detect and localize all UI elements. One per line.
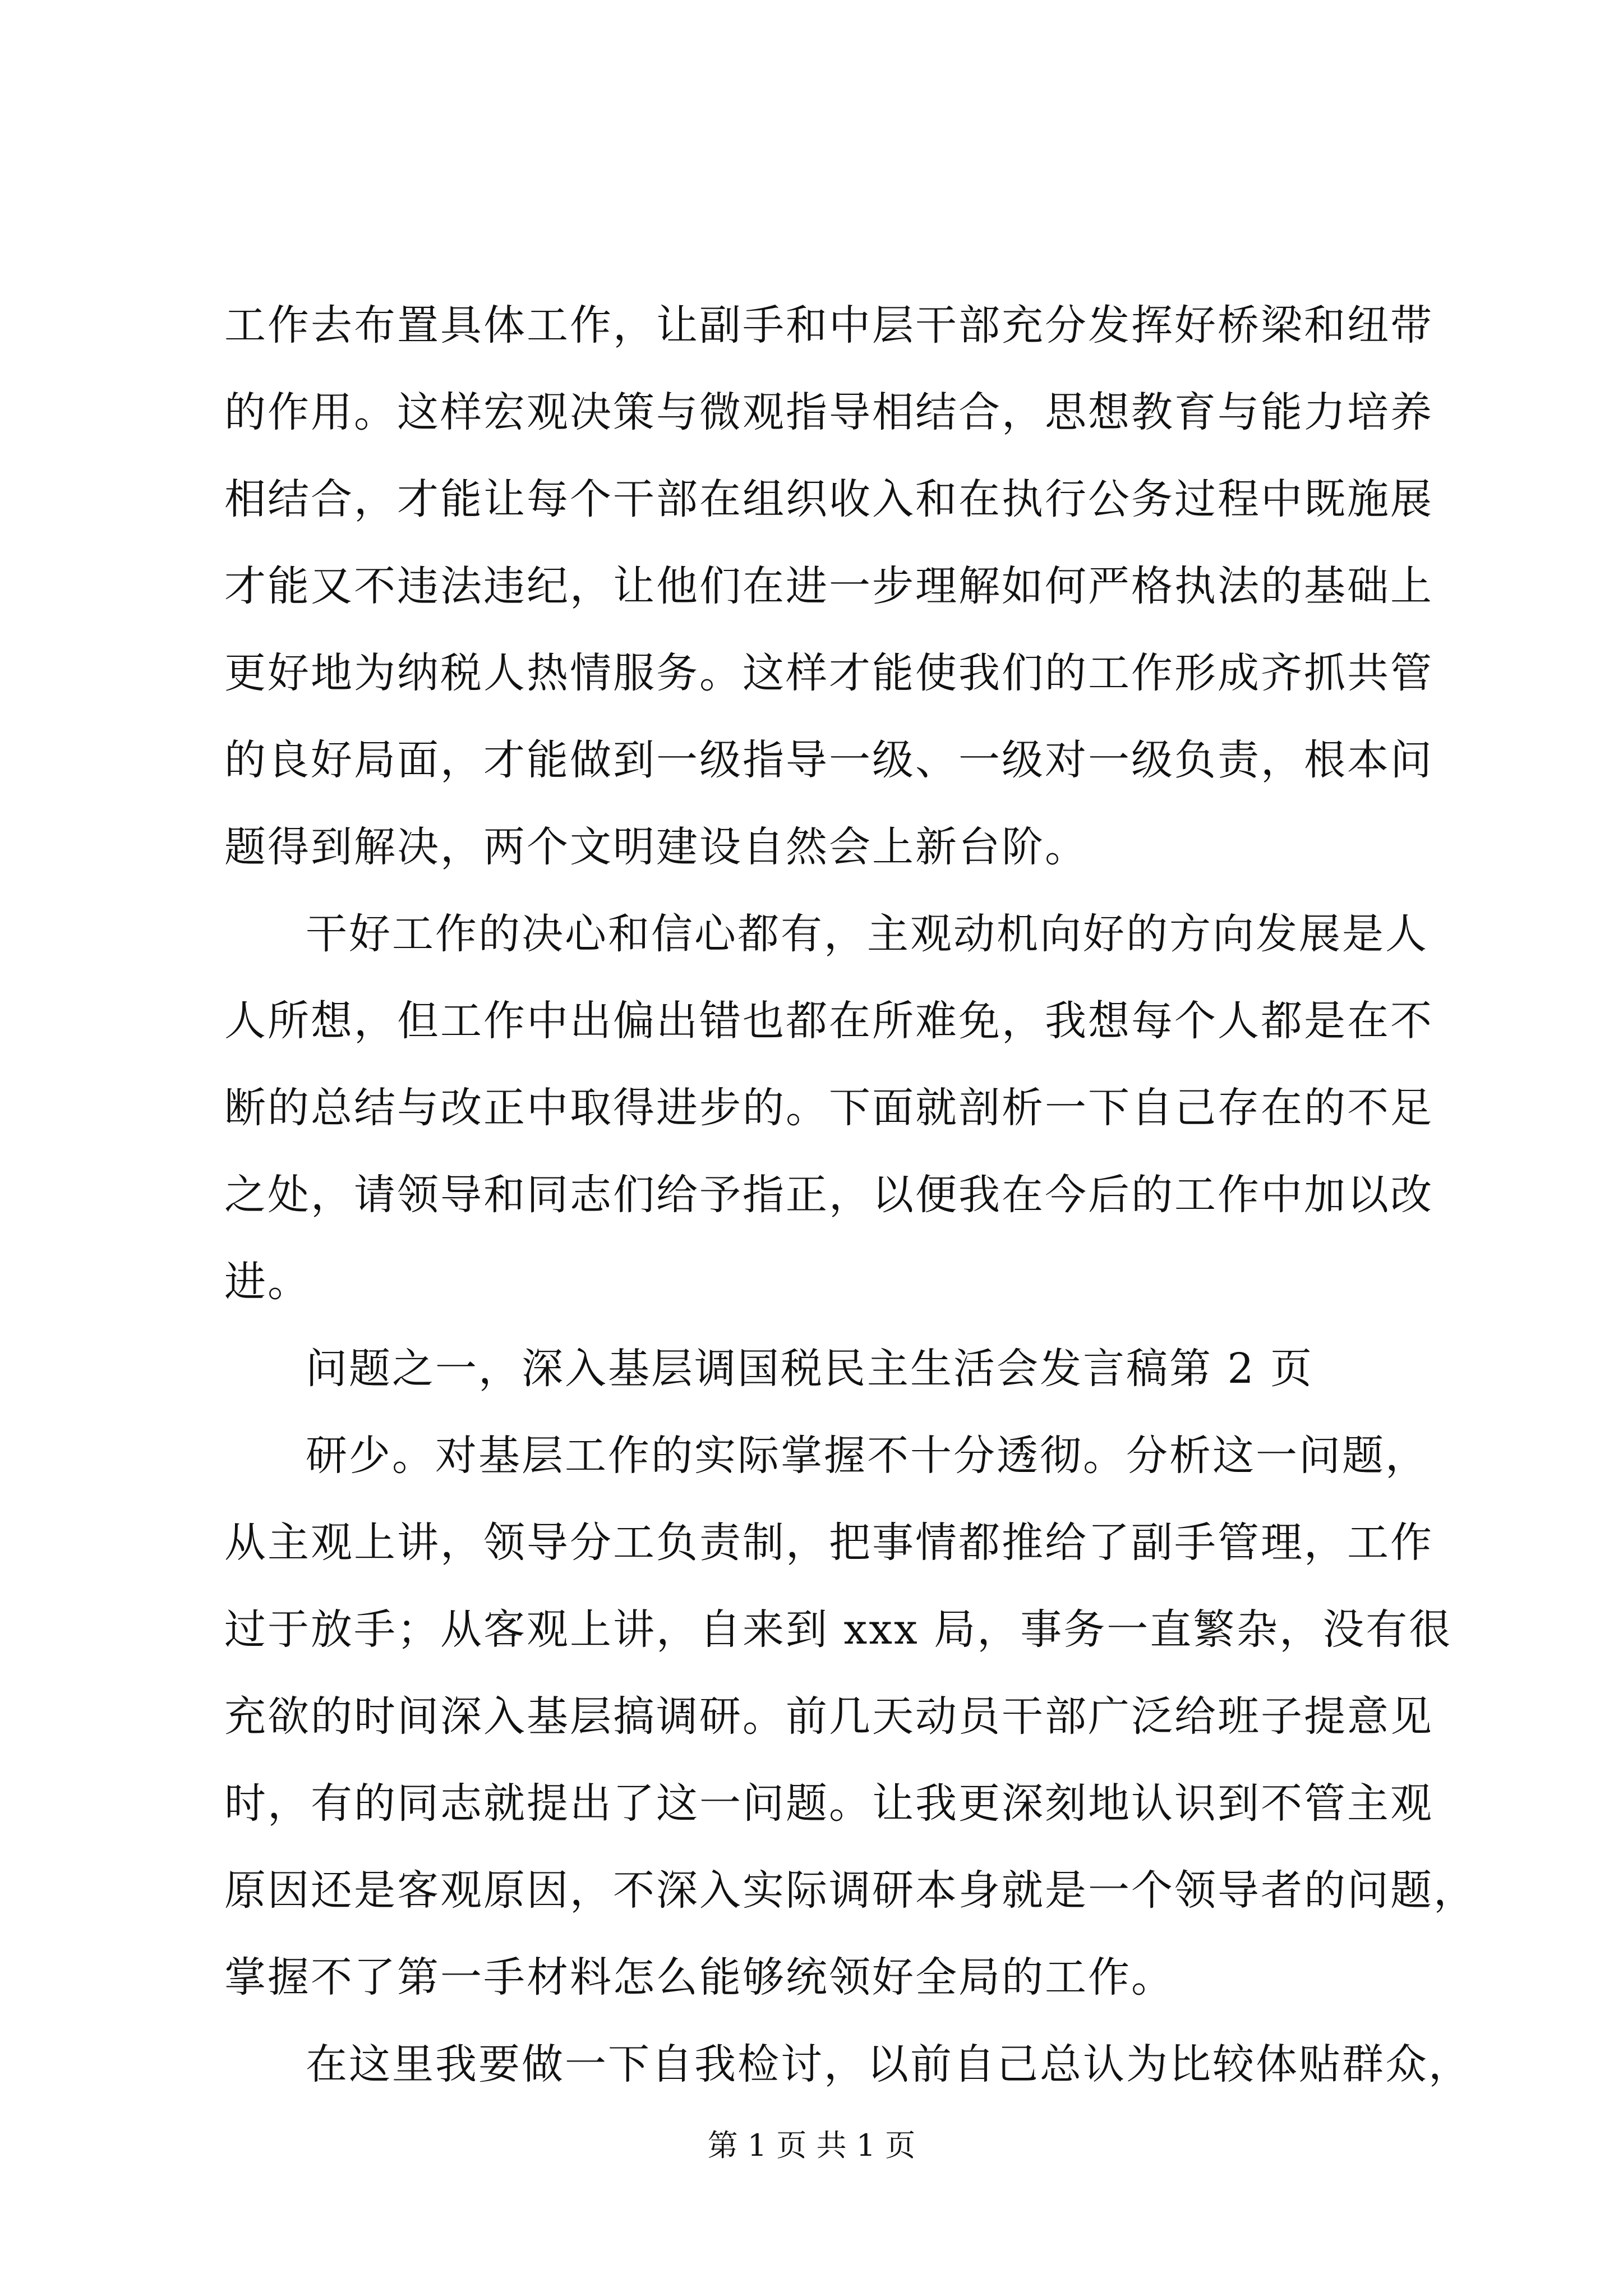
text-line: 工作去布置具体工作，让副手和中层干部充分发挥好桥梁和纽带	[224, 301, 1433, 349]
text-line: 题得到解决，两个文明建设自然会上新台阶。	[224, 823, 1088, 871]
text-line: 充欲的时间深入基层搞调研。前几天动员干部广泛给班子提意见	[224, 1692, 1433, 1741]
text-line: 的良好局面，才能做到一级指导一级、一级对一级负责，根本问	[224, 736, 1433, 784]
text-line: 进。	[224, 1258, 311, 1306]
text-line: 的作用。这样宏观决策与微观指导相结合，思想教育与能力培养	[224, 388, 1433, 436]
section-heading-line: 问题之一，深入基层调国税民主生活会发言稿第 2 页	[306, 1345, 1314, 1393]
page-footer: 第 1 页 共 1 页	[707, 2128, 916, 2163]
text-line: 过于放手；从客观上讲，自来到 xxx 局，事务一直繁杂，没有很	[224, 1605, 1453, 1654]
text-line: 从主观上讲，领导分工负责制，把事情都推给了副手管理，工作	[224, 1519, 1433, 1567]
text-line: 断的总结与改正中取得进步的。下面就剖析一下自己存在的不足	[224, 1084, 1433, 1132]
paragraph-first-line: 干好工作的决心和信心都有，主观动机向好的方向发展是人	[306, 910, 1428, 958]
text-line: 更好地为纳税人热情服务。这样才能使我们的工作形成齐抓共管	[224, 649, 1433, 697]
text-line: 原因还是客观原因，不深入实际调研本身就是一个领导者的问题，	[224, 1866, 1477, 1915]
text-line: 之处，请领导和同志们给予指正，以便我在今后的工作中加以改	[224, 1171, 1433, 1219]
text-line: 相结合，才能让每个干部在组织收入和在执行公务过程中既施展	[224, 475, 1433, 523]
text-line: 掌握不了第一手材料怎么能够统领好全局的工作。	[224, 1953, 1174, 2001]
text-line: 人所想，但工作中出偏出错也都在所难免，我想每个人都是在不	[224, 997, 1433, 1045]
paragraph-first-line: 在这里我要做一下自我检讨，以前自己总认为比较体贴群众，	[306, 2040, 1472, 2088]
text-line: 才能又不违法违纪，让他们在进一步理解如何严格执法的基础上	[224, 562, 1433, 610]
text-line: 时，有的同志就提出了这一问题。让我更深刻地认识到不管主观	[224, 1779, 1433, 1828]
paragraph-first-line: 研少。对基层工作的实际掌握不十分透彻。分析这一问题，	[306, 1432, 1428, 1480]
